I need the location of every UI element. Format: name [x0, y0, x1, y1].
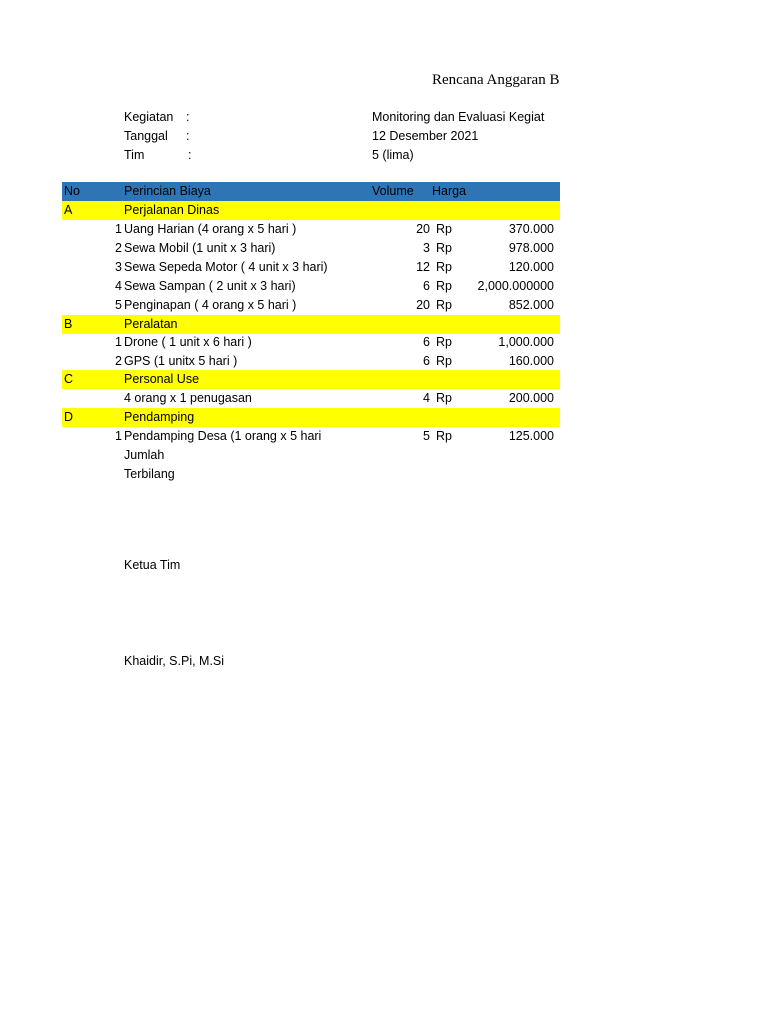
info-value-tim: 5 (lima)	[372, 148, 414, 162]
document-title: Rencana Anggaran B	[432, 72, 560, 88]
row-volume: 12	[416, 260, 430, 274]
signature-name: Khaidir, S.Pi, M.Si	[124, 654, 225, 668]
table-row	[62, 427, 560, 446]
table-header	[62, 182, 560, 201]
info-colon: :	[186, 110, 190, 124]
row-currency: Rp	[436, 241, 452, 255]
section-row	[62, 408, 560, 427]
section-row	[62, 201, 560, 220]
signature-role: Ketua Tim	[124, 558, 181, 572]
table-row	[62, 296, 560, 315]
row-price: 370.000	[508, 222, 554, 236]
table-row	[62, 352, 560, 371]
row-currency: Rp	[436, 298, 452, 312]
table-row	[62, 389, 560, 408]
row-volume: 6	[423, 335, 430, 349]
info-colon: :	[188, 148, 192, 162]
info-value-kegiatan: Monitoring dan Evaluasi Kegiat	[372, 110, 545, 124]
row-currency: Rp	[436, 260, 452, 274]
row-volume: 3	[423, 241, 430, 255]
row-volume: 6	[423, 354, 430, 368]
row-currency: Rp	[436, 222, 452, 236]
section-code: A	[64, 203, 73, 217]
row-no: 4	[115, 279, 122, 293]
row-desc: Drone ( 1 unit x 6 hari )	[124, 335, 252, 349]
row-desc: Penginapan ( 4 orang x 5 hari )	[124, 298, 297, 312]
row-volume: 5	[423, 429, 430, 443]
header-volume: Volume	[372, 184, 414, 198]
row-currency: Rp	[436, 429, 452, 443]
table-row	[62, 333, 560, 352]
row-price: 1,000.000	[498, 335, 554, 349]
row-no: 3	[115, 260, 122, 274]
row-no: 5	[115, 298, 122, 312]
info-label-tanggal: Tanggal	[124, 129, 168, 143]
row-no: 2	[115, 241, 122, 255]
row-desc: Sewa Sepeda Motor ( 4 unit x 3 hari)	[124, 260, 328, 274]
row-currency: Rp	[436, 391, 452, 405]
row-currency: Rp	[436, 279, 452, 293]
section-name: Pendamping	[124, 410, 195, 424]
row-desc: Pendamping Desa (1 orang x 5 hari	[124, 429, 322, 443]
section-code: C	[64, 372, 74, 386]
info-label-kegiatan: Kegiatan	[124, 110, 174, 124]
row-desc: Sewa Sampan ( 2 unit x 3 hari)	[124, 279, 296, 293]
header-no: No	[64, 184, 80, 198]
section-code: D	[64, 410, 74, 424]
row-volume: 4	[423, 391, 430, 405]
row-no: 1	[115, 335, 122, 349]
row-currency: Rp	[436, 354, 452, 368]
total-terbilang-label: Terbilang	[124, 467, 175, 481]
row-currency: Rp	[436, 335, 452, 349]
row-volume: 20	[416, 298, 430, 312]
section-row	[62, 315, 560, 334]
section-name: Perjalanan Dinas	[124, 203, 220, 217]
row-no: 2	[115, 354, 122, 368]
row-desc: Uang Harian (4 orang x 5 hari )	[124, 222, 297, 236]
table-row	[62, 220, 560, 239]
header-harga: Harga	[432, 184, 467, 198]
row-volume: 6	[423, 279, 430, 293]
section-code: B	[64, 317, 73, 331]
section-name: Personal Use	[124, 372, 200, 386]
total-jumlah-label: Jumlah	[124, 448, 165, 462]
row-price: 160.000	[508, 354, 554, 368]
row-desc: Sewa Mobil (1 unit x 3 hari)	[124, 241, 276, 255]
table-row	[62, 239, 560, 258]
row-desc: GPS (1 unitx 5 hari )	[124, 354, 238, 368]
row-no: 1	[115, 222, 122, 236]
row-price: 852.000	[508, 298, 554, 312]
info-colon: :	[186, 129, 190, 143]
row-price: 2,000.000000	[477, 279, 554, 293]
section-row	[62, 370, 560, 389]
row-price: 200.000	[508, 391, 554, 405]
info-label-tim: Tim	[124, 148, 145, 162]
row-desc: 4 orang x 1 penugasan	[124, 391, 252, 405]
table-row	[62, 277, 560, 296]
row-price: 125.000	[508, 429, 554, 443]
header-rincian: Perincian Biaya	[124, 184, 211, 198]
row-price: 978.000	[508, 241, 554, 255]
row-volume: 20	[416, 222, 430, 236]
section-name: Peralatan	[124, 317, 178, 331]
row-no: 1	[115, 429, 122, 443]
table-row	[62, 258, 560, 277]
row-price: 120.000	[508, 260, 554, 274]
info-value-tanggal: 12 Desember 2021	[372, 129, 479, 143]
